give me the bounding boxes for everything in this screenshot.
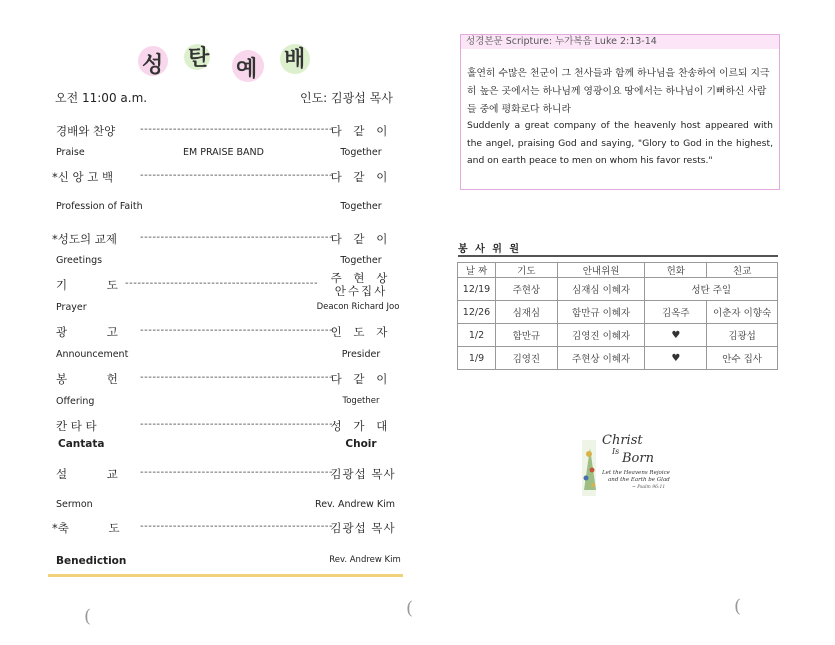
- scripture-box: [460, 34, 780, 190]
- heart-icon: ♥: [645, 324, 707, 347]
- gold-rule: [48, 574, 403, 577]
- service-title: 봉 사 위 원: [458, 244, 522, 255]
- title-char-4: 배: [284, 47, 306, 72]
- cell-usher: 김영진 이혜자: [557, 324, 645, 347]
- graphic-verse2: and the Earth be Glad: [608, 477, 670, 483]
- cell-prayer: 김영진: [495, 347, 557, 370]
- service-time: 오전 11:00 a.m.: [55, 91, 148, 105]
- cell-fellowship: 김광섭: [707, 324, 778, 347]
- christ-is-born-illustration: [580, 430, 670, 498]
- scripture-english: Suddenly a great company of the heavenly host appeared with the angel, praising God and saying, "Glory to God in the highest, and on earth peace to men on whom his favor rests.": [467, 120, 773, 166]
- order-item-ko: *축 도: [52, 521, 120, 535]
- order-item-right-ko: 김광섭 목사: [330, 467, 396, 481]
- cell-flower: 김옥주: [645, 301, 707, 324]
- order-item-ko: 경배와 찬양: [56, 124, 116, 138]
- graphic-line1: Christ: [602, 433, 643, 448]
- table-row: [458, 324, 778, 347]
- order-item-en: Announcement: [56, 349, 129, 360]
- order-item-ko: *성도의 교제: [52, 232, 117, 246]
- cell-date: 1/9: [458, 347, 496, 370]
- order-item-ko: 기 도: [56, 278, 118, 292]
- order-item-ko: 광 고: [56, 325, 118, 339]
- order-item-right-en: Together: [342, 396, 380, 406]
- cell-merged: 성탄 주일: [645, 278, 778, 301]
- order-item-right-ko: 김광섭 목사: [330, 521, 396, 535]
- order-item-right-en: Together: [340, 201, 382, 212]
- order-item-en: Sermon: [56, 499, 93, 510]
- dash-leader: -----------------------------------------------: [140, 124, 334, 135]
- dash-leader: -----------------------------------------------: [140, 170, 334, 181]
- order-item-right-ko: 주 현 상: [330, 271, 392, 285]
- order-item-right-en: Deacon Richard Joo: [316, 302, 400, 312]
- order-item-right-ko: 인 도 자: [330, 325, 392, 339]
- header-prayer: 기도: [495, 263, 557, 278]
- heart-icon: ♥: [645, 347, 707, 370]
- cell-prayer: 주현상: [495, 278, 557, 301]
- dash-leader: -----------------------------------------------: [140, 232, 334, 243]
- table-row: [458, 301, 778, 324]
- service-title-rule: [458, 255, 778, 257]
- scripture-header: 성경본문 Scripture: 누가복음 Luke 2:13-14: [461, 35, 779, 49]
- order-item-right-en: Rev. Andrew Kim: [315, 499, 395, 510]
- order-item-right-ko: 다 같 이: [330, 232, 392, 246]
- dash-leader: -----------------------------------------------: [140, 521, 334, 532]
- order-item-right-ko: 성 가 대: [330, 419, 392, 433]
- order-item-en: Praise: [56, 147, 85, 158]
- title-char-2: 탄: [188, 46, 210, 71]
- order-item-ko: 칸 타 타: [56, 419, 97, 433]
- title-char-3: 예: [236, 57, 258, 82]
- order-item-right-ko: 다 같 이: [330, 170, 392, 184]
- cell-prayer: 심재심: [495, 301, 557, 324]
- order-item-en: Benediction: [56, 555, 127, 567]
- title-char-1: 성: [142, 53, 164, 78]
- graphic-ref: ~ Psalm 96:11: [632, 485, 666, 490]
- dash-leader: -----------------------------------------------: [140, 372, 334, 383]
- cell-date: 1/2: [458, 324, 496, 347]
- header-flower: 헌화: [645, 263, 707, 278]
- order-item-en: Cantata: [58, 438, 105, 450]
- dash-leader: -----------------------------------------------: [140, 419, 334, 430]
- cell-date: 12/26: [458, 301, 496, 324]
- service-leader: 인도: 김광섭 목사: [300, 91, 393, 105]
- cell-usher: 심재심 이혜자: [557, 278, 645, 301]
- cell-usher: 함만규 이혜자: [557, 301, 645, 324]
- service-table: [457, 262, 778, 370]
- order-item-en: Profession of Faith: [56, 201, 143, 212]
- table-header-row: [458, 263, 778, 278]
- fold-mark-left: (: [84, 606, 92, 627]
- dash-leader: -----------------------------------------------: [140, 467, 334, 478]
- graphic-line3: Born: [622, 451, 654, 466]
- graphic-line2: Is: [612, 447, 620, 456]
- cell-usher: 주현상 이혜자: [557, 347, 645, 370]
- fold-mark-center: (: [406, 598, 414, 619]
- dash-leader: -----------------------------------------------: [125, 278, 319, 289]
- order-item-right-ko: 다 같 이: [330, 124, 392, 138]
- order-item-en: Prayer: [56, 302, 87, 313]
- header-date: 날 짜: [458, 263, 496, 278]
- order-item-ko: 봉 헌: [56, 372, 118, 386]
- fold-mark-right: (: [734, 596, 742, 617]
- order-item-right-en: Presider: [341, 349, 381, 360]
- order-item-right-en: Together: [340, 255, 382, 266]
- order-item-right-en: Choir: [345, 438, 377, 450]
- order-item-right-en: Together: [340, 147, 382, 158]
- cell-prayer: 함만규: [495, 324, 557, 347]
- graphic-verse1: Let the Heavens Rejoice: [602, 470, 670, 476]
- scripture-korean: 홀연히 수많은 천군이 그 천사들과 함께 하나님을 찬송하여 이르되 지극히 높은 곳에서는 하나님께 영광이요 땅에서는 하나님이 기뻐하신 사람들 중에 평화로다 하니라: [467, 68, 770, 115]
- order-item-right-en: Rev. Andrew Kim: [329, 555, 401, 565]
- order-item-ko: *신 앙 고 백: [52, 170, 114, 184]
- order-item-center: EM PRAISE BAND: [183, 147, 264, 158]
- dash-leader: -----------------------------------------------: [140, 325, 334, 336]
- order-item-right-ko: 다 같 이: [330, 372, 392, 386]
- order-item-right-ko-2: 안수집사: [334, 284, 388, 298]
- order-item-ko: 설 교: [56, 467, 118, 481]
- header-fellowship: 친교: [707, 263, 778, 278]
- table-row: [458, 347, 778, 370]
- table-row: [458, 278, 778, 301]
- order-item-en: Offering: [56, 396, 95, 407]
- cell-date: 12/19: [458, 278, 496, 301]
- page-title: [130, 36, 320, 82]
- christ-is-born-graphic: [580, 430, 670, 498]
- header-usher: 안내위원: [557, 263, 645, 278]
- order-item-en: Greetings: [56, 255, 103, 266]
- cell-fellowship: 이춘자 이향숙: [707, 301, 778, 324]
- cell-fellowship: 안수 집사: [707, 347, 778, 370]
